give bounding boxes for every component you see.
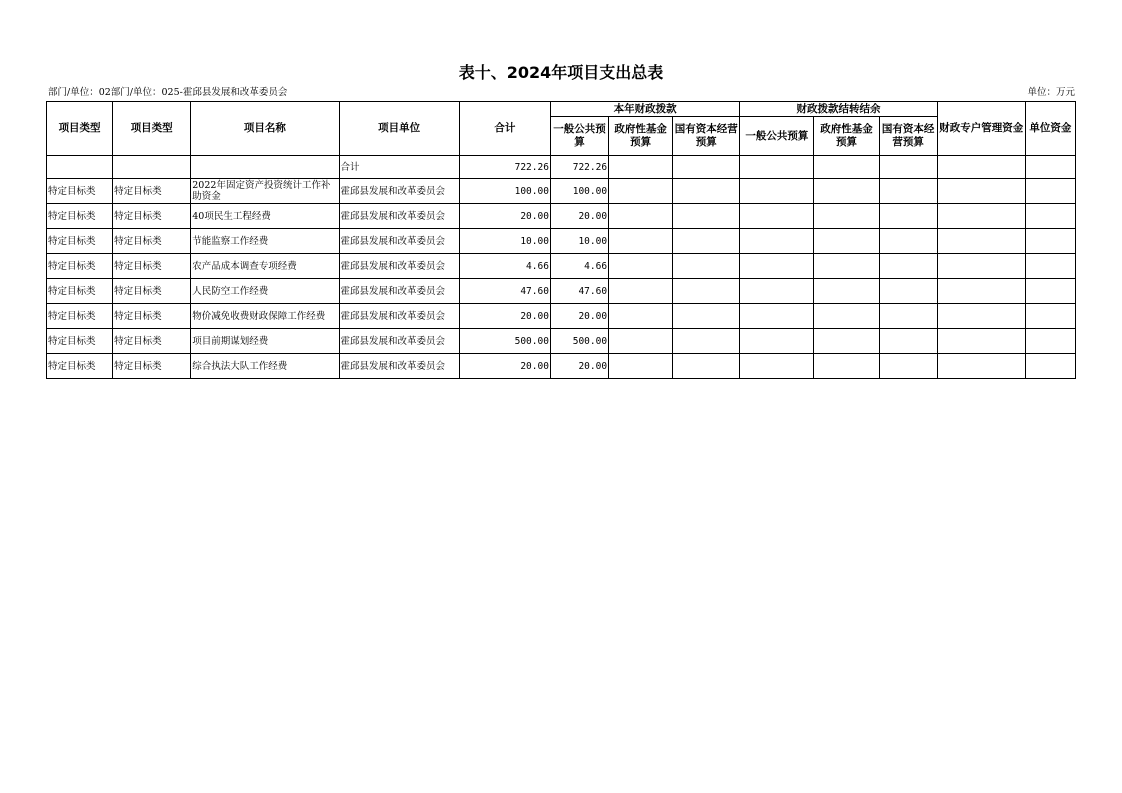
cell [609,354,673,379]
cell-type-2: 特定目标类 [113,304,191,329]
total-amount: 722.26 [459,156,550,179]
cell [937,254,1025,279]
cell [937,229,1025,254]
cell [879,354,937,379]
cell-project-name: 人民防空工作经费 [191,279,339,304]
table-row [47,179,1076,204]
cell-general-public: 10.00 [550,229,608,254]
cell-type-1: 特定目标类 [47,354,113,379]
cell [879,254,937,279]
table-body [47,156,1076,379]
cell [740,204,814,229]
cell [814,254,879,279]
cell-project-unit: 霍邱县发展和改革委员会 [339,304,459,329]
cell-type-1: 特定目标类 [47,254,113,279]
cell [879,229,937,254]
cell [609,179,673,204]
cell [1025,304,1075,329]
cell [673,204,740,229]
table-row [47,354,1076,379]
cell [879,204,937,229]
header-project-name: 项目名称 [191,102,339,156]
cell-project-unit: 霍邱县发展和改革委员会 [339,354,459,379]
cell-project-unit: 霍邱县发展和改革委员会 [339,279,459,304]
cell [879,156,937,179]
cell [1025,279,1075,304]
header-gov-fund-carryover: 政府性基金预算 [814,117,879,156]
cell [1025,229,1075,254]
cell [740,304,814,329]
department-label: 部门/单位：02部门/单位：025-霍邱县发展和改革委员会 [48,87,288,98]
cell [673,279,740,304]
cell [673,254,740,279]
cell [814,204,879,229]
table-header [47,102,1076,156]
cell-total: 20.00 [459,204,550,229]
cell [609,254,673,279]
header-project-type-1: 项目类型 [47,102,113,156]
table-row [47,204,1076,229]
cell [879,304,937,329]
cell [673,179,740,204]
cell-project-unit: 霍邱县发展和改革委员会 [339,179,459,204]
cell [740,329,814,354]
cell [609,279,673,304]
cell-total: 20.00 [459,304,550,329]
cell-type-1: 特定目标类 [47,304,113,329]
cell-general-public: 4.66 [550,254,608,279]
cell [814,229,879,254]
cell [937,179,1025,204]
cell [113,156,191,179]
cell-general-public: 500.00 [550,329,608,354]
cell [814,179,879,204]
cell [740,254,814,279]
table-row [47,229,1076,254]
cell [879,279,937,304]
cell [1025,204,1075,229]
cell-project-unit: 霍邱县发展和改革委员会 [339,229,459,254]
cell-project-name: 项目前期谋划经费 [191,329,339,354]
cell [740,354,814,379]
cell-type-2: 特定目标类 [113,229,191,254]
cell-project-name: 40项民生工程经费 [191,204,339,229]
cell-project-unit: 霍邱县发展和改革委员会 [339,329,459,354]
cell [814,279,879,304]
cell-type-2: 特定目标类 [113,179,191,204]
cell [609,229,673,254]
cell-total: 100.00 [459,179,550,204]
cell-project-name: 节能监察工作经费 [191,229,339,254]
cell [1025,179,1075,204]
header-project-unit: 项目单位 [339,102,459,156]
cell-total: 4.66 [459,254,550,279]
table-row [47,254,1076,279]
cell-general-public: 20.00 [550,354,608,379]
cell [814,329,879,354]
cell [1025,254,1075,279]
header-state-capital: 国有资本经营预算 [673,117,740,156]
cell-general-public: 20.00 [550,204,608,229]
header-total: 合计 [459,102,550,156]
cell [673,329,740,354]
cell [879,179,937,204]
cell [937,329,1025,354]
cell-type-2: 特定目标类 [113,329,191,354]
cell [191,156,339,179]
cell [740,279,814,304]
cell [814,156,879,179]
cell [937,279,1025,304]
header-special-account: 财政专户管理资金 [937,102,1025,156]
cell-total: 10.00 [459,229,550,254]
cell-project-name: 综合执法大队工作经费 [191,354,339,379]
header-unit-funds: 单位资金 [1025,102,1075,156]
page-title: 表十、2024年项目支出总表 [458,63,664,82]
table-row [47,329,1076,354]
cell [673,354,740,379]
header-general-public-carryover: 一般公共预算 [740,117,814,156]
table-row-total [47,156,1076,179]
cell [814,354,879,379]
cell-general-public: 20.00 [550,304,608,329]
cell-type-1: 特定目标类 [47,179,113,204]
cell [609,156,673,179]
cell-general-public: 47.60 [550,279,608,304]
cell-project-unit: 霍邱县发展和改革委员会 [339,254,459,279]
cell-total: 500.00 [459,329,550,354]
cell [937,156,1025,179]
cell-project-name: 农产品成本调查专项经费 [191,254,339,279]
total-label: 合计 [339,156,459,179]
cell-type-1: 特定目标类 [47,279,113,304]
header-group-carryover: 财政拨款结转结余 [740,102,937,117]
cell [1025,354,1075,379]
cell [879,329,937,354]
cell-type-1: 特定目标类 [47,204,113,229]
cell [673,156,740,179]
table-row [47,279,1076,304]
cell [609,329,673,354]
cell-project-name: 2022年固定资产投资统计工作补助资金 [191,179,339,204]
cell [1025,156,1075,179]
unit-label: 单位：万元 [1027,87,1075,98]
cell-type-1: 特定目标类 [47,229,113,254]
cell-general-public: 100.00 [550,179,608,204]
cell-project-unit: 霍邱县发展和改革委员会 [339,204,459,229]
cell [740,179,814,204]
header-project-type-2: 项目类型 [113,102,191,156]
header-group-current-year: 本年财政拨款 [550,102,739,117]
header-general-public: 一般公共预算 [550,117,608,156]
cell [740,229,814,254]
cell-total: 20.00 [459,354,550,379]
cell-total: 47.60 [459,279,550,304]
cell [937,204,1025,229]
cell [609,304,673,329]
cell [47,156,113,179]
header-gov-fund: 政府性基金预算 [609,117,673,156]
cell [673,304,740,329]
header-state-capital-carryover: 国有资本经营预算 [879,117,937,156]
cell [814,304,879,329]
cell [673,229,740,254]
cell [937,354,1025,379]
cell-type-2: 特定目标类 [113,254,191,279]
cell-project-name: 物价减免收费财政保障工作经费 [191,304,339,329]
cell-type-2: 特定目标类 [113,354,191,379]
cell-type-2: 特定目标类 [113,279,191,304]
cell-type-2: 特定目标类 [113,204,191,229]
cell [609,204,673,229]
cell-type-1: 特定目标类 [47,329,113,354]
cell [1025,329,1075,354]
table-row [47,304,1076,329]
cell [937,304,1025,329]
total-general-public: 722.26 [550,156,608,179]
expenditure-table [46,101,1076,379]
cell [740,156,814,179]
